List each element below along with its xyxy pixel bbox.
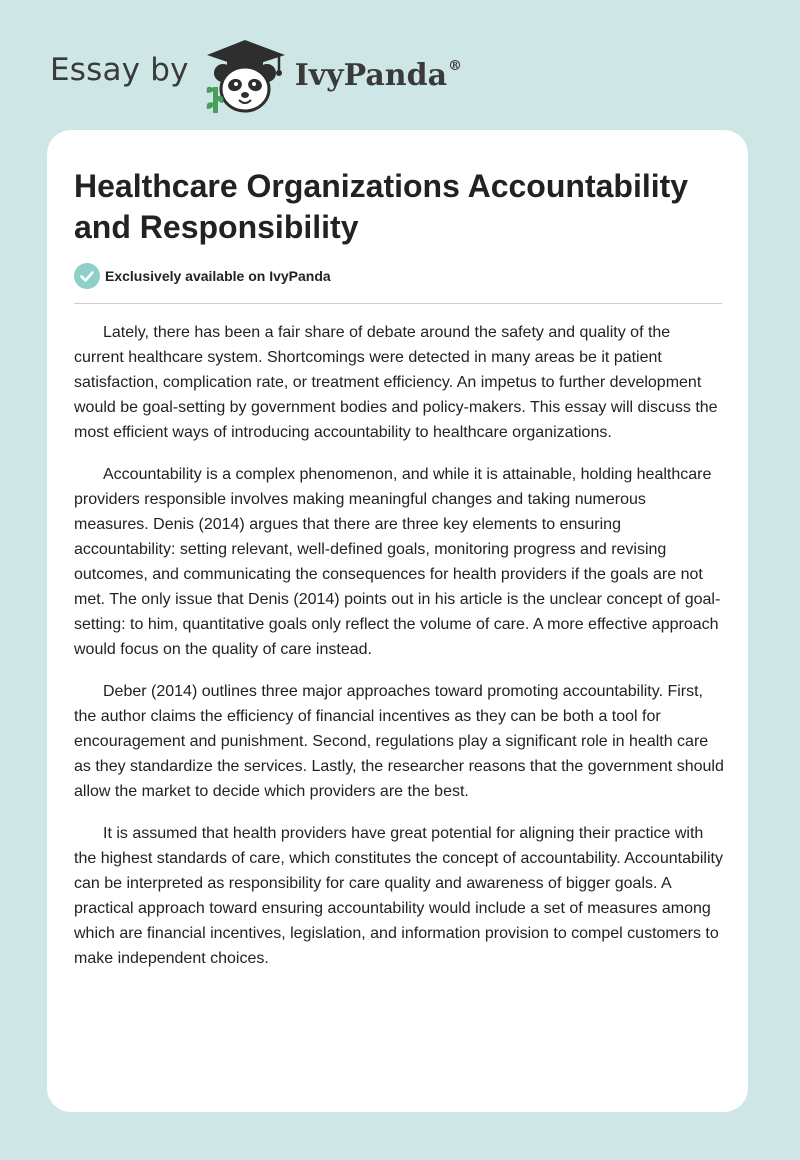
exclusive-badge xyxy=(74,263,331,289)
essay-by-label: Essay by xyxy=(50,52,189,88)
essay-title: Healthcare Organizations Accountability and Responsibility xyxy=(74,168,689,245)
site-header xyxy=(50,36,550,116)
essay-body xyxy=(74,320,724,988)
paragraph: It is assumed that health providers have great potential for aligning their practice with the highest standards of care, which constitutes the concept of accountability. Accountability can be interpreted as responsibility for care quality and awareness of bigger goals. A practical approach toward ensuring accountability would include a set of measures among which are financial incentives, legislation, and information provision to compel customers to make independent choices. xyxy=(74,825,723,967)
essay-card xyxy=(47,130,748,1112)
paragraph: Deber (2014) outlines three major approaches toward promoting accountability. First, the author claims the efficiency of financial incentives as they can be both a tool for encouragement and punishment. Second, regulations play a significant role in health care as they standardize the services. Lastly, the researcher reasons that the government should allow the market to decide which providers are the best. xyxy=(74,683,724,800)
title-divider xyxy=(74,303,722,304)
check-circle-icon xyxy=(74,263,100,289)
brand-name[interactable] xyxy=(295,58,462,93)
exclusive-badge-label: Exclusively available on IvyPanda xyxy=(105,268,331,284)
brand-label: IvyPanda xyxy=(294,57,448,93)
registered-mark: ® xyxy=(448,57,463,74)
paragraph: Lately, there has been a fair share of debate around the safety and quality of the current healthcare system. Shortcomings were detected in many areas be it patient satisfaction, complication rate, or treatment efficiency. An impetus to further development would be goal-setting by government bodies and policy-makers. This essay will discuss the most efficient ways of introducing accountability to healthcare organizations. xyxy=(74,324,718,441)
panda-logo-icon[interactable] xyxy=(201,37,291,115)
paragraph: Accountability is a complex phenomenon, and while it is attainable, holding healthcare providers responsible involves making meaningful changes and taking numerous measures. Denis (2014) argues that there are three key elements to ensuring accountability: setting relevant, well-defined goals, monitoring progress and revising outcomes, and communicating the consequences for health providers if the goals are not met. The only issue that Denis (2014) points out in his article is the unclear concept of goal-setting: to him, quantitative goals only reflect the volume of care. A more effective approach would focus on the quality of care instead. xyxy=(74,466,721,658)
